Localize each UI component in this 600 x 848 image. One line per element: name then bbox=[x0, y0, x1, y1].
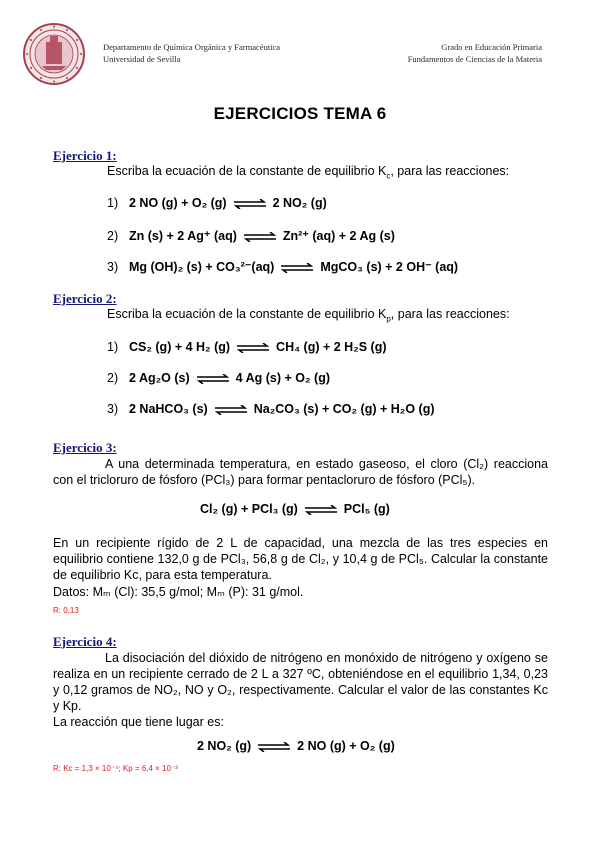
equilibrium-arrows-icon bbox=[243, 232, 277, 242]
ex2-intro: Escriba la ecuación de la constante de equilibrio $K_p$, para las reacciones: bbox=[107, 307, 510, 324]
equilibrium-arrows-icon bbox=[214, 405, 248, 415]
ex4-answer: R: Kc = 1,3 × 10⁻⁴; Kp = 6,4 × 10⁻³ bbox=[53, 764, 178, 773]
ex2-reaction-1: 1) CS₂ (g) + 4 H₂ (g) CH₄ (g) + 2 H₂S (g) bbox=[107, 340, 387, 354]
ex3-heading: Ejercicio 3: bbox=[53, 440, 117, 455]
ex3-paragraph-1: A una determinada temperatura, en estado gaseoso, el cloro (Cl₂) reacciona con el tricloruro de fósforo (PCl₃) para formar pentacloruro de fósforo (PCl₅). bbox=[53, 457, 548, 487]
equilibrium-arrows-icon bbox=[236, 343, 270, 353]
header-right bbox=[408, 41, 542, 65]
equilibrium-arrows-icon bbox=[280, 263, 314, 273]
ex2-heading: Ejercicio 2: bbox=[53, 291, 117, 306]
ex1-reaction-3: 3) Mg (OH)₂ (s) + CO₃²⁻(aq) MgCO₃ (s) + 2 OH⁻ (aq) bbox=[107, 260, 459, 274]
ex3-reaction: Cl₂ (g) + PCl₃ (g) PCl₅ (g) bbox=[200, 502, 390, 516]
ex1-heading: Ejercicio 1: bbox=[53, 148, 117, 163]
ex1-intro: Escriba la ecuación de la constante de equilibrio $K_c$, para las reacciones: bbox=[107, 164, 510, 181]
university: Universidad de Sevilla bbox=[103, 54, 181, 64]
ex4-heading: Ejercicio 4: bbox=[53, 634, 117, 649]
ex3-answer: R: 0,13 bbox=[53, 606, 79, 615]
ex4-reaction: 2 NO₂ (g) 2 NO (g) + O₂ (g) bbox=[197, 739, 395, 753]
ex1-reaction-1: 1) 2 NO (g) + O₂ (g) 2 NO₂ (g) bbox=[107, 196, 327, 210]
ex3-paragraph-2: En un recipiente rígido de 2 L de capacidad, una mezcla de las tres especies en equilibrio contiene 132,0 g de PCl₃, 56,8 g de Cl₂, y 10,4 g de PCl₅. Calcular la constante de equilibrio Kc, para esta temperatura. bbox=[53, 536, 548, 582]
page-title: EJERCICIOS TEMA 6 bbox=[213, 104, 387, 123]
ex4-paragraph-1: La disociación del dióxido de nitrógeno en monóxido de nitrógeno y oxígeno se realiza en un recipiente cerrado de 2 L a 327 ºC, obteniéndose en el equilibrio 1,34, 0,23 y 0,12 gramos de NO₂, NO y O₂, respectivamente. Calcular el valor de las constantes Kc y Kp. bbox=[53, 651, 548, 713]
header-left bbox=[103, 41, 280, 65]
ex4-paragraph-2: La reacción que tiene lugar es: bbox=[53, 715, 224, 729]
ex2-reaction-3: 3) 2 NaHCO₃ (s) Na₂CO₃ (s) + CO₂ (g) + H₂O (g) bbox=[107, 402, 435, 416]
subject: Fundamentos de Ciencias de la Materia bbox=[407, 54, 542, 64]
equilibrium-arrows-icon bbox=[304, 505, 338, 515]
equilibrium-arrows-icon bbox=[196, 374, 230, 384]
university-seal-logo bbox=[22, 22, 86, 86]
ex3-data: Datos: Mₘ (Cl): 35,5 g/mol; Mₘ (P): 31 g/mol. bbox=[53, 585, 304, 599]
equilibrium-arrows-icon bbox=[233, 199, 267, 209]
equilibrium-arrows-icon bbox=[257, 742, 291, 752]
ex1-reaction-2: 2) Zn (s) + 2 Ag⁺ (aq) Zn²⁺ (aq) + 2 Ag (s) bbox=[107, 229, 395, 243]
department: Departamento de Química Orgánica y Farmacéutica bbox=[103, 42, 281, 52]
degree: Grado en Educación Primaria bbox=[441, 42, 542, 52]
ex2-reaction-2: 2) 2 Ag₂O (s) 4 Ag (s) + O₂ (g) bbox=[107, 371, 330, 385]
